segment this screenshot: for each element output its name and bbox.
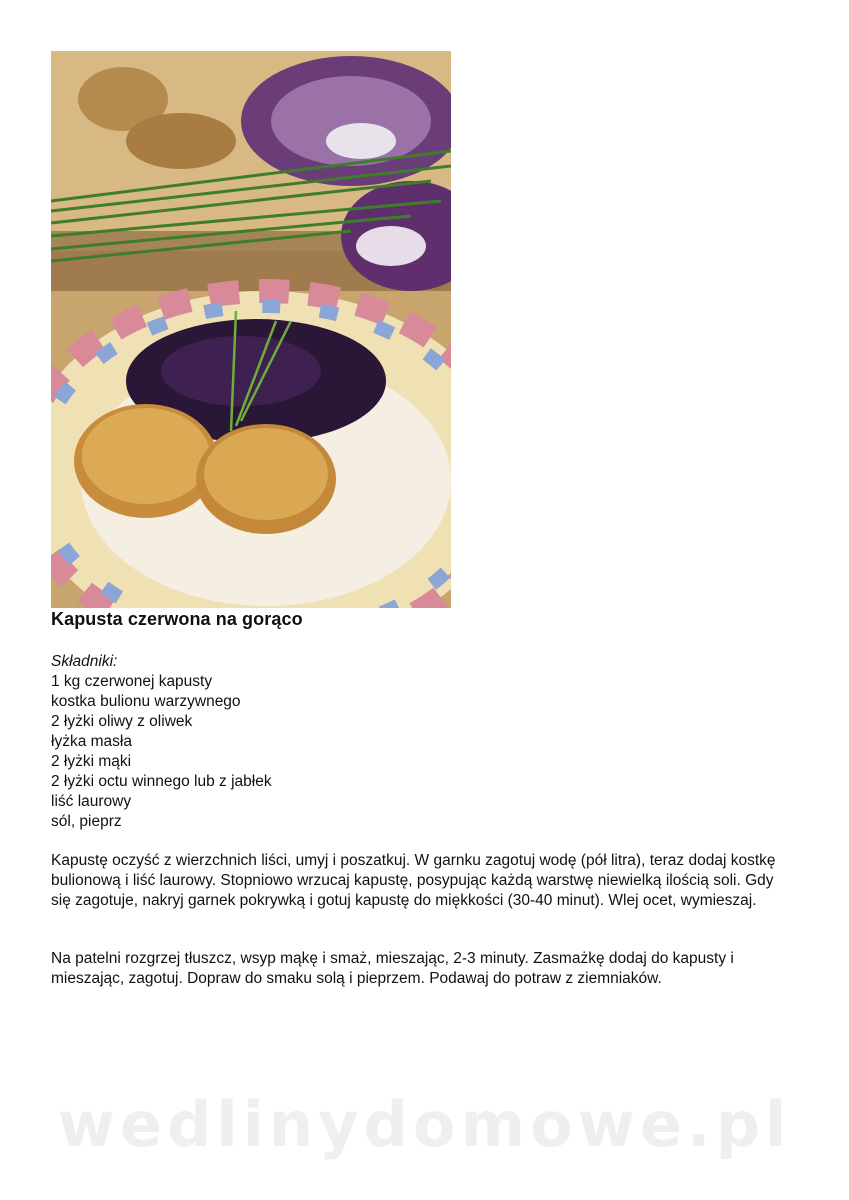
ingredient-item: 2 łyżki mąki: [51, 753, 132, 770]
ingredient-item: kostka bulionu warzywnego: [51, 693, 241, 710]
ingredients-label: Składniki:: [51, 653, 118, 670]
ingredient-item: 1 kg czerwonej kapusty: [51, 673, 213, 690]
ingredient-item: 2 łyżki oliwy z oliwek: [51, 713, 193, 730]
site-watermark: wedlinydomowe.pl: [57, 1088, 792, 1161]
ingredient-item: 2 łyżki octu winnego lub z jabłek: [51, 773, 272, 790]
ingredient-list: [51, 672, 272, 832]
ingredient-item: liść laurowy: [51, 793, 132, 810]
instructions-paragraph-2: Na patelni rozgrzej tłuszcz, wsyp mąkę i smaż, mieszając, 2-3 minuty. Zasmażkę dodaj do kapusty i mieszając, zagotuj. Dopraw do smaku solą i pieprzem. Podawaj do potraw z ziemniaków.: [51, 950, 734, 987]
instructions-paragraph-1: Kapustę oczyść z wierzchnich liści, umyj i poszatkuj. W garnku zagotuj wodę (pół litra), teraz dodaj kostkę bulionową i liść laurowy. Stopniowo wrzucaj kapustę, posypując każdą warstwę niewielką ilością soli. Gdy się zagotuje, nakryj garnek pokrywką i gotuj kapustę do miękkości (30-40 minut). Wlej ocet, wymieszaj.: [51, 852, 776, 909]
recipe-photo: [51, 51, 451, 608]
recipe-title: Kapusta czerwona na gorąco: [51, 609, 303, 629]
ingredient-item: łyżka masła: [51, 733, 132, 750]
ingredient-item: sól, pieprz: [51, 813, 122, 830]
